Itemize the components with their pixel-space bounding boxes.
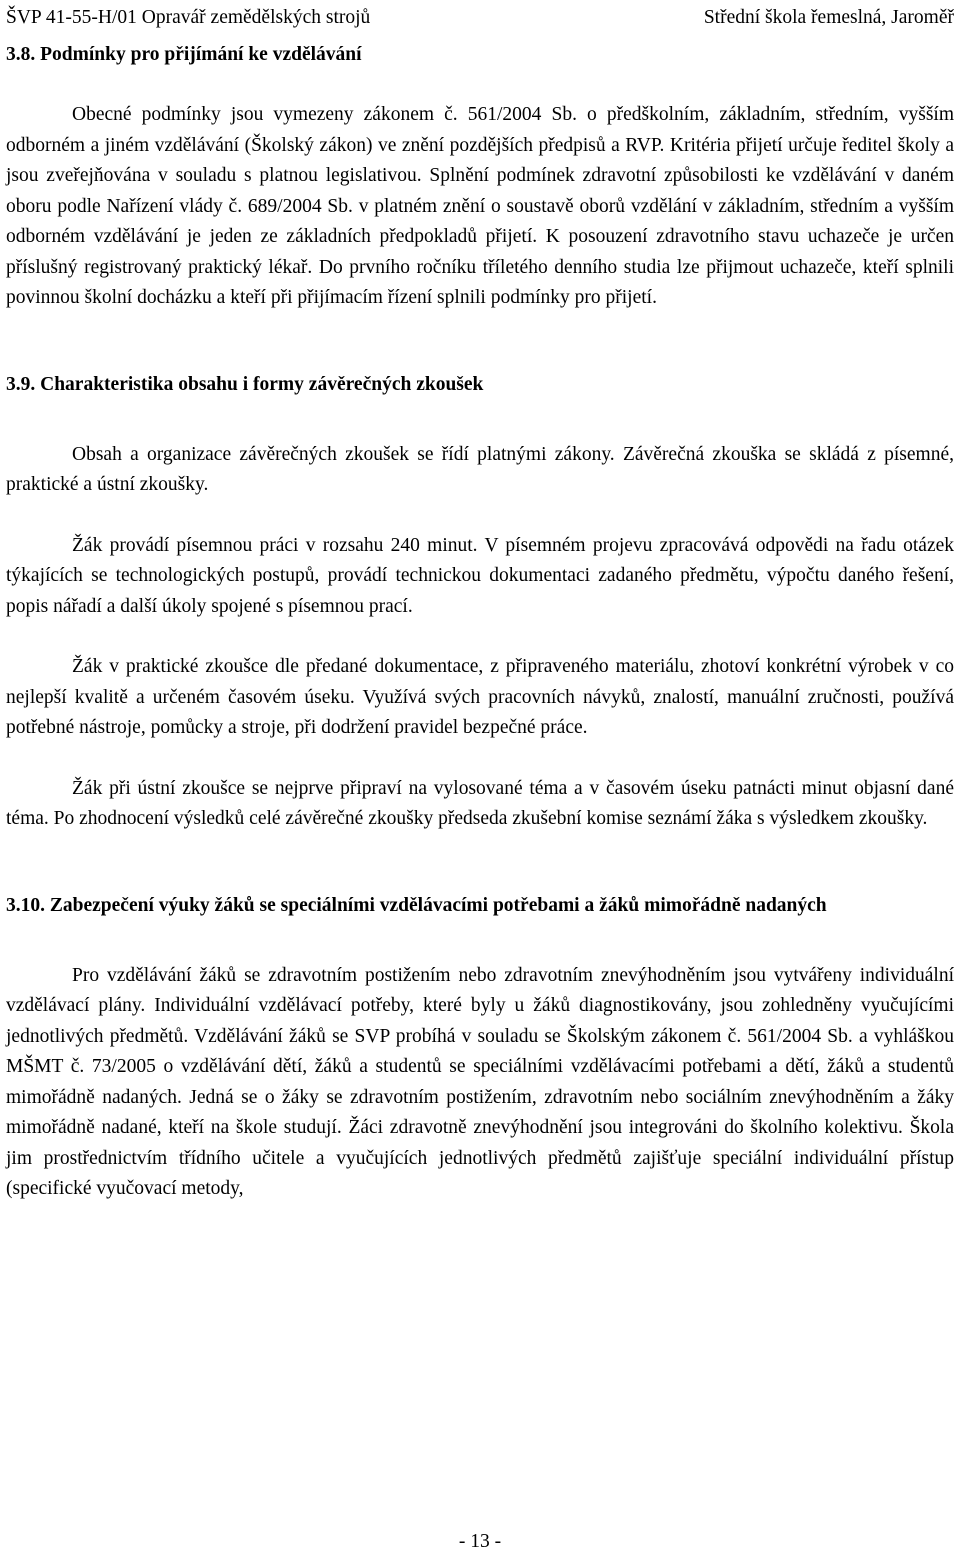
paragraph-oral-exam: Žák při ústní zkoušce se nejprve připraví na vylosované téma a v časovém úseku patnácti minut objasní dané téma. Po zhodnocení výsledků celé závěrečné zkoušky předseda zkušební komise seznámí žáka s výsledkem zkoušky. xyxy=(6,777,954,829)
section-heading-3-9: 3.9. Charakteristika obsahu i formy závěrečných zkoušek xyxy=(6,373,484,395)
page-header xyxy=(6,4,954,34)
header-school-name: Střední škola řemeslná, Jaroměř xyxy=(703,7,954,28)
paragraph-written-exam: Žák provádí písemnou práci v rozsahu 240 minut. V písemném projevu zpracovává odpovědi na řadu otázek týkajících se technologických postupů, provádí technickou dokumentaci zadaného předmětu, výpočtu daného řešení, popis nářadí a další úkoly spojené s písemnou prací. xyxy=(6,534,954,617)
header-program-title: ŠVP 41-55-H/01 Opravář zemědělských strojů xyxy=(6,7,371,28)
document-body xyxy=(6,40,954,1205)
page-number: - 13 - xyxy=(458,1531,502,1552)
paragraph-special-needs: Pro vzdělávání žáků se zdravotním postižením nebo zdravotním znevýhodněním jsou vytvářeny individuální vzdělávací plány. Individuální vzdělávací potřeby, které byly u žáků diagnostikovány, jsou zohledněny vyučujícími jednotlivých předmětů. Vzdělávání žáků se SVP probíhá v souladu se Školským zákonem č. 561/2004 Sb. a vyhláškou MŠMT č. 73/2005 o vzdělávání dětí, žáků a studentů se speciálními vzdělávacími potřebami a dětí, žáků a studentů mimořádně nadaných. Jedná se o žáky se zdravotním postižením, zdravotním nebo sociálním znevýhodněním a žáky mimořádně nadané, kteří na škole studují. Žáci zdravotně znevýhodnění jsou integrováni do školního kolektivu. Škola jim prostřednictvím třídního učitele a vyučujících jednotlivých předmětů zajišťuje speciální individuální přístup (specifické vyučovací metody, xyxy=(6,964,954,1199)
paragraph-exam-organization: Obsah a organizace závěrečných zkoušek se řídí platnými zákony. Závěrečná zkouška se skládá z písemné, praktické a ústní zkoušky. xyxy=(6,443,954,495)
paragraph-admission-conditions: Obecné podmínky jsou vymezeny zákonem č. 561/2004 Sb. o předškolním, základním, středním, vyšším odborném a jiném vzdělávání (Školský zákon) ve znění pozdějších předpisů a RVP. Kritéria přijetí určuje ředitel školy a jsou zveřejňována v souladu s platnou legislativou. Splnění podmínek zdravotní způsobilosti ke vzdělávání v daném oboru podle Nařízení vlády č. 689/2004 Sb. v platném znění o soustavě oborů vzdělání v základním, středním a vyšším odborném vzdělávání je jeden ze základních předpokladů přijetí. K posouzení zdravotního stavu uchazeče je určen příslušný registrovaný praktický lékař. Do prvního ročníku tříletého denního studia lze přijmout uchazeče, kteří splnili povinnou školní docházku a kteří při přijímacím řízení splnili podmínky pro přijetí. xyxy=(6,104,954,308)
section-heading-3-10: 3.10. Zabezpečení výuky žáků se speciálními vzdělávacími potřebami a žáků mimořádně nadaných xyxy=(6,894,827,916)
section-heading-3-8: 3.8. Podmínky pro přijímání ke vzdělávání xyxy=(6,44,362,65)
paragraph-practical-exam: Žák v praktické zkoušce dle předané dokumentace, z připraveného materiálu, zhotoví konkrétní výrobek v co nejlepší kvalitě a určeném časovém úseku. Využívá svých pracovních návyků, znalostí, manuální zručnosti, používá potřebné nástroje, pomůcky a stroje, při dodržení pravidel bezpečné práce. xyxy=(6,656,954,738)
